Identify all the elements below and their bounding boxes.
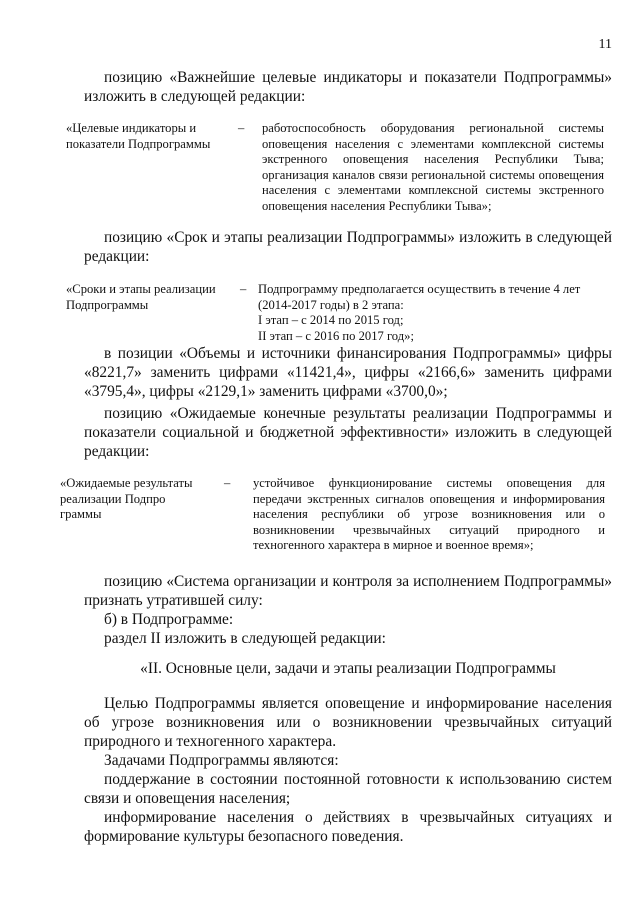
row-label: «Ожидаемые результаты реализации Подпро граммы: [60, 476, 193, 521]
row-value: работоспособность оборудования региональной системы оповещения населения с элементами комплексной системы экстренного оповещения населения Республики Тыва; организация каналов связи региональной системы оповещения населения с элементами комплексной системы экстренного оповещения населения Республики Тыва»;: [262, 121, 604, 213]
table-row-results: [0, 476, 640, 556]
table-row-indicators: [0, 121, 640, 216]
paragraph-5: позицию «Система организации и контроля за исполнением Подпрограммы» признать утратившей силу:: [84, 573, 612, 609]
paragraph-11: информирование населения о действиях в чрезвычайных ситуациях и формирование культуры безопасного поведения.: [84, 809, 612, 845]
paragraph-7: раздел II изложить в следующей редакции:: [104, 630, 386, 647]
section-heading: «II. Основные цели, задачи и этапы реализации Подпрограммы: [140, 660, 556, 677]
paragraph-9: Задачами Подпрограммы являются:: [104, 752, 339, 769]
row-dash: –: [240, 282, 247, 296]
page-number: 11: [598, 37, 612, 52]
row-value: Подпрограмму предполагается осуществить в течение 4 лет (2014-2017 годы) в 2 этапа: I этап – с 2014 по 2015 год; II этап – с 2016 по 2017 год»;: [258, 282, 581, 343]
paragraph-4: позицию «Ожидаемые конечные результаты реализации Подпрограммы и показатели социальной и бюджетной эффективности» изложить в следующей редакции:: [84, 405, 612, 460]
paragraph-8: Целью Подпрограммы является оповещение и информирование населения об угрозе возникновения или о возникновении чрезвычайных ситуаций природного и техногенного характера.: [84, 695, 612, 750]
paragraph-2: позицию «Срок и этапы реализации Подпрограммы» изложить в следующей редакции:: [84, 229, 612, 265]
row-dash: –: [238, 121, 245, 135]
paragraph-6: б) в Подпрограмме:: [104, 611, 234, 628]
paragraph-1: позицию «Важнейшие целевые индикаторы и показатели Подпрограммы» изложить в следующей редакции:: [84, 69, 612, 105]
paragraph-10: поддержание в состоянии постоянной готовности к использованию систем связи и оповещения населения;: [84, 771, 612, 807]
row-label: «Целевые индикаторы и показатели Подпрограммы: [66, 121, 211, 151]
row-value: устойчивое функционирование системы оповещения для передачи экстренных сигналов оповещения и информирования населения республики об угрозе возникновения или о возникновении чрезвычайных ситуаций природного и техногенного характера в мирное и военное время»;: [253, 476, 605, 552]
paragraph-3: в позиции «Объемы и источники финансирования Подпрограммы» цифры «8221,7» заменить цифрами «11421,4», цифры «2166,6» заменить цифрами «3795,4», цифры «2129,1» заменить цифрами «3700,0»;: [84, 345, 612, 400]
row-label: «Сроки и этапы реализации Подпрограммы: [66, 282, 216, 312]
table-row-terms: [0, 282, 640, 344]
row-dash: –: [224, 476, 231, 490]
